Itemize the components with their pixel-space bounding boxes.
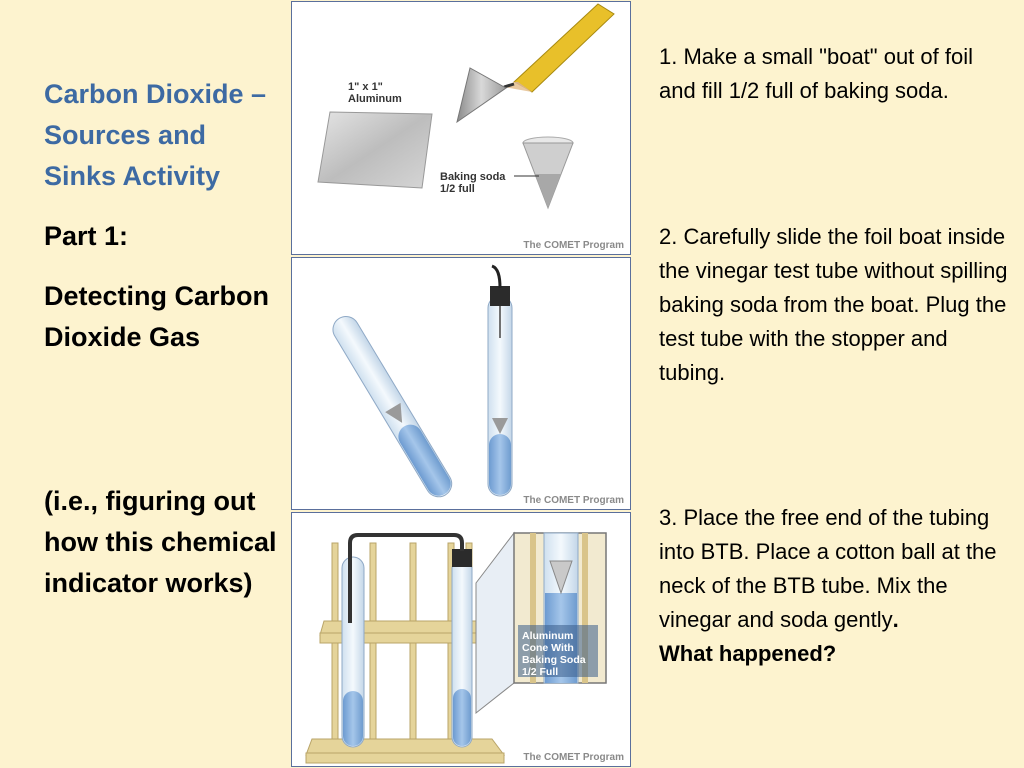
step-1-text: 1. Make a small "boat" out of foil and fill 1/2 full of baking soda. [659, 44, 973, 103]
aluminum-size-label: 1" x 1" [348, 81, 383, 93]
step-3-text: 3. Place the free end of the tubing into BTB. Place a cotton ball at the neck of the BTB tube. Mix the vinegar and soda gently [659, 505, 997, 632]
slide-title: Carbon Dioxide – Sources and Sinks Activity [44, 79, 267, 191]
baking-soda-label: Baking soda [440, 171, 506, 183]
credit-label: The COMET Program [523, 240, 624, 251]
filled-cone-icon [523, 137, 573, 208]
panel-foil-boat [291, 1, 631, 255]
pencil-icon [504, 4, 614, 92]
foil-cone-icon [457, 68, 506, 122]
tubing-icon [350, 535, 462, 623]
panel-tube-rack [291, 512, 631, 767]
credit-label: The COMET Program [523, 495, 624, 506]
section-subtitle: Detecting Carbon Dioxide Gas [44, 281, 270, 352]
test-tubes-illustration [292, 258, 631, 510]
step-3 [659, 501, 1009, 671]
part-label: Part 1: [44, 221, 129, 251]
panel-test-tubes [291, 257, 631, 510]
foil-boat-illustration [292, 2, 631, 255]
upright-test-tube [488, 266, 512, 496]
half-full-label: 1/2 full [440, 183, 475, 195]
step-2-text: 2. Carefully slide the foil boat inside the vinegar test tube without spilling baking soda from the boat. Plug the test tube with the stopper and tubing. [659, 224, 1008, 385]
step-3-end: . [892, 607, 899, 632]
aluminum-label: Aluminum [348, 93, 402, 105]
rack-icon [306, 543, 504, 763]
step-3-question: What happened? [659, 641, 837, 666]
stopper-icon [490, 286, 510, 306]
section-note: (i.e., figuring out how this chemical indicator works) [44, 486, 277, 598]
callout-line-3: Baking Soda [522, 654, 586, 666]
tilted-test-tube [328, 312, 456, 502]
callout-line-1: Aluminum [522, 630, 574, 642]
aluminum-square [318, 112, 432, 188]
callout-line-2: Cone With [522, 642, 574, 654]
credit-label: The COMET Program [523, 752, 624, 763]
tube-rack-illustration [292, 513, 631, 767]
callout-line-4: 1/2 Full [522, 666, 559, 678]
